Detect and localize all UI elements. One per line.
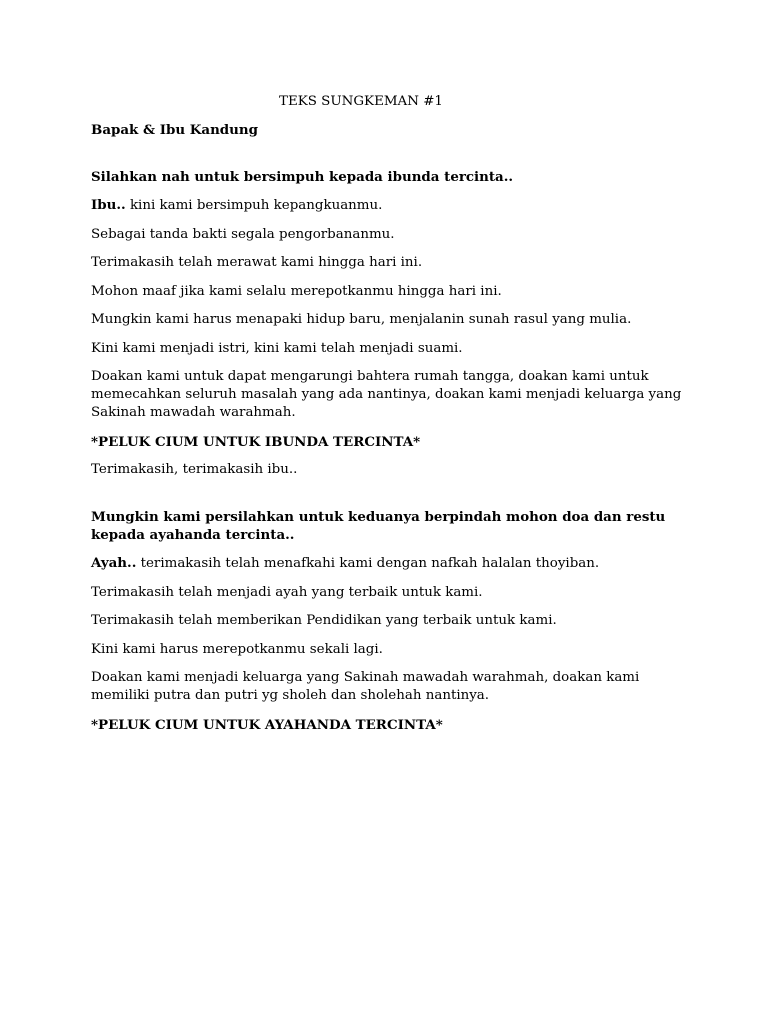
ibu-prefix: Ibu..: [91, 197, 126, 213]
document-body: [91, 93, 691, 744]
section1-line: Terimakasih telah merawat kami hingga hari ini.: [91, 255, 423, 270]
ayah-rest: terimakasih telah menafkahi kami dengan nafkah halalan thoyiban.: [136, 556, 600, 571]
section1-closing: Terimakasih, terimakasih ibu..: [91, 462, 298, 477]
section1-line: Kini kami menjadi istri, kini kami telah menjadi suami.: [91, 340, 463, 356]
section1-ibu-line: [91, 196, 691, 215]
section2-line: Terimakasih telah memberikan Pendidikan yang terbaik untuk kami.: [91, 613, 557, 628]
section1-line: Mungkin kami harus menapaki hidup baru, menjalanin sunah rasul yang mulia.: [91, 312, 632, 327]
section2-action: *PELUK CIUM UNTUK AYAHANDA TERCINTA*: [91, 716, 443, 733]
spacer: [91, 490, 691, 508]
ayah-prefix: Ayah..: [91, 555, 137, 571]
ibu-rest: kini kami bersimpuh kepangkuanmu.: [125, 198, 383, 213]
document-subtitle: Bapak & Ibu Kandung: [91, 122, 258, 138]
section1-heading: Silahkan nah untuk bersimpuh kepada ibunda tercinta..: [91, 168, 514, 185]
section1-line: Mohon maaf jika kami selalu merepotkanmu hingga hari ini.: [91, 283, 502, 299]
section1-action: *PELUK CIUM UNTUK IBUNDA TERCINTA*: [91, 433, 421, 450]
section2-line: Kini kami harus merepotkanmu sekali lagi.: [91, 641, 383, 657]
section1-line: Doakan kami untuk dapat mengarungi bahtera rumah tangga, doakan kami untuk memecahkan seluruh masalah yang ada nantinya, doakan kami menjadi keluarga yang Sakinah mawadah warahmah.: [91, 369, 682, 420]
section1-line: Sebagai tanda bakti segala pengorbananmu.: [91, 226, 395, 242]
section2-ayah-line: [91, 554, 691, 573]
document-title: TEKS SUNGKEMAN #1: [279, 94, 443, 109]
section2-heading: Mungkin kami persilahkan untuk keduanya berpindah mohon doa dan restu kepada ayahanda tercinta..: [91, 508, 666, 543]
spacer: [91, 150, 691, 168]
section2-line: Terimakasih telah menjadi ayah yang terbaik untuk kami.: [91, 584, 483, 600]
section2-line: Doakan kami menjadi keluarga yang Sakinah mawadah warahmah, doakan kami memiliki putra dan putri yg sholeh dan sholehah nantinya.: [91, 670, 640, 703]
